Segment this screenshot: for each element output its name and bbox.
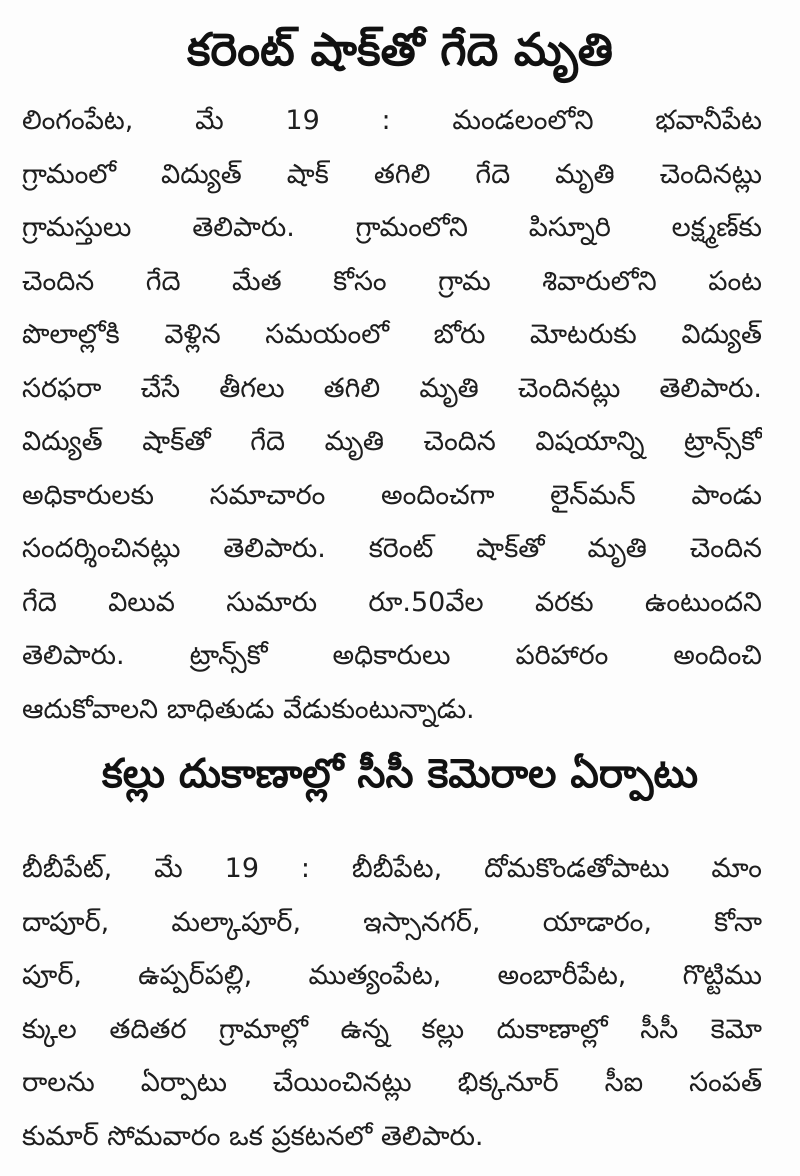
article-1-line: విద్యుత్ షాక్‌తో గేదె మృతి చెందిన విషయాన్ని ట్రాన్స్‌కో (22, 426, 762, 457)
article-1-line: లింగంపేట, మే 19 : మండలంలోని భవానీపేట (22, 105, 762, 136)
article-1-line: సరఫరా చేసే తీగలు తగిలి మృతి చెందినట్లు తెలిపారు. (22, 372, 762, 404)
article-2-body (22, 842, 762, 1163)
article-1-line: ఆదుకోవాలని బాధితుడు వేడుకుంటున్నాడు. (22, 693, 475, 725)
article-1-line: గ్రామంలో విద్యుత్ షాక్ తగిలి గేదె మృతి చెందినట్లు (22, 158, 762, 190)
article-1-line: చెందిన గేదె మేత కోసం గ్రామ శివారులోని పంట (22, 265, 762, 297)
article-2-line: రాలను ఏర్పాటు చేయించినట్లు భిక్కనూర్ సీఐ సంపత్ (22, 1067, 762, 1098)
article-1-line: తెలిపారు. ట్రాన్స్‌కో అధికారులు పరిహారం అందించి (22, 640, 762, 671)
article-1-line: గ్రామస్తులు తెలిపారు. గ్రామంలోని పిస్నూరి లక్ష్మణ్‌కు (22, 212, 762, 243)
article-2-line: బీబీపేట్, మే 19 : బీబీపేట, దోమకొండతోపాటు మాం (22, 853, 762, 884)
article-1-line: సందర్శించినట్లు తెలిపారు. కరెంట్ షాక్‌తో మృతి చెందిన (22, 533, 762, 564)
article-1-headline: కరెంట్ షాక్‌తో గేదె మృతి (187, 23, 613, 76)
article-2-headline: కల్లు దుకాణాల్లో సీసీ కెమెరాల ఏర్పాటు (101, 751, 699, 797)
article-2-line: దాపూర్, మల్కాపూర్, ఇస్సానగర్, యాడారం, కోనా (22, 906, 762, 938)
article-2-line: కుమార్ సోమవారం ఒక ప్రకటనలో తెలిపారు. (22, 1120, 484, 1152)
article-2-line: పూర్, ఉప్పర్‌పల్లి, ముత్యంపేట, అంబారీపేట, గొట్టిము (22, 960, 762, 991)
article-1-line: అధికారులకు సమాచారం అందించగా లైన్‌మన్ పాండు (22, 479, 762, 511)
article-1-line: గేదె విలువ సుమారు రూ.50వేల వరకు ఉంటుందని (22, 586, 762, 618)
article-1-body (22, 94, 762, 736)
article-2-line: క్కుల తదితర గ్రామాల్లో ఉన్న కల్లు దుకాణాల్లో సీసీ కెమో (22, 1013, 762, 1045)
article-1-line: పొలాల్లోకి వెళ్లిన సమయంలో బోరు మోటరుకు విద్యుత్ (22, 319, 762, 350)
